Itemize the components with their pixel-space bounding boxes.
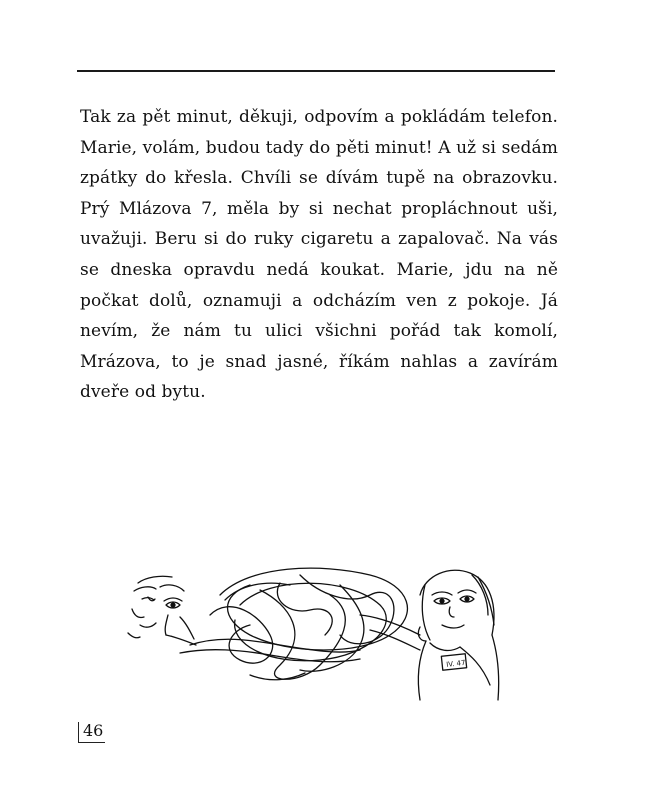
- scribble-tangle: [180, 568, 420, 680]
- text-line: dveře od bytu.: [80, 382, 206, 403]
- sketch-illustration: [120, 555, 510, 715]
- left-face-sketch: [128, 576, 196, 645]
- text-line: Prý Mlázova 7, měla by si nechat propláchnout uši,: [80, 198, 558, 219]
- text-line: počkat dolů, oznamuji a odcházím ven z pokoje. Já: [80, 290, 558, 311]
- top-rule: [77, 70, 555, 72]
- illustration-label: IV. 47: [445, 658, 466, 669]
- text-line: Marie, volám, budou tady do pěti minut! A už si sedám: [80, 137, 558, 158]
- right-face-sketch: [418, 570, 498, 700]
- body-text: [80, 102, 558, 408]
- text-line: nevím, že nám tu ulici všichni pořád tak komolí,: [80, 321, 558, 342]
- text-line: Mrázova, to je snad jasné, říkám nahlas a zavírám: [80, 351, 558, 372]
- text-line: Tak za pět minut, děkuji, odpovím a pokládám telefon.: [80, 107, 558, 127]
- text-line: se dneska opravdu nedá koukat. Marie, jdu na ně: [80, 259, 558, 280]
- text-line: uvažuji. Beru si do ruky cigaretu a zapalovač. Na vás: [80, 229, 558, 250]
- text-line: zpátky do křesla. Chvíli se dívám tupě na obrazovku.: [80, 168, 558, 189]
- page-number: 46: [78, 722, 105, 743]
